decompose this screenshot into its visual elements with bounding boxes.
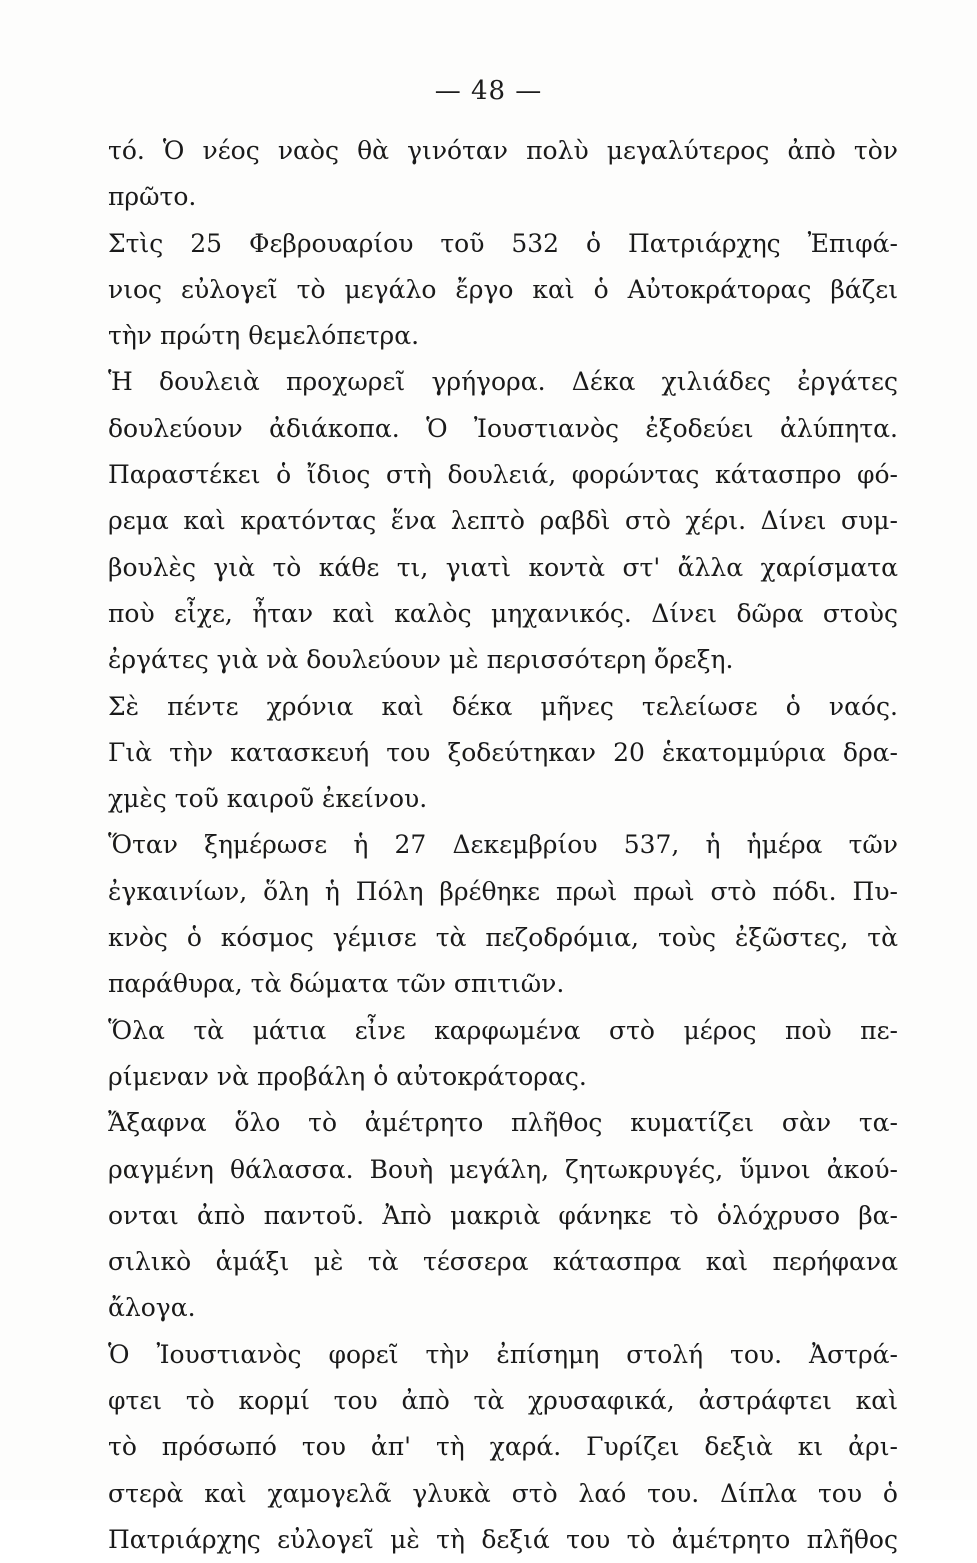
- text-line: βουλὲς γιὰ τὸ κάθε τι, γιατὶ κοντὰ στ' ἄλλα χαρίσματα: [108, 552, 898, 582]
- text-line: ἄλογα.: [108, 1293, 196, 1323]
- text-line: Σὲ πέντε χρόνια καὶ δέκα μῆνες τελείωσε ὁ ναός.: [108, 691, 898, 721]
- text-line: ρεμα καὶ κρατόντας ἕνα λεπτὸ ραβδὶ στὸ χέρι. Δίνει συμ-: [108, 506, 898, 536]
- text-line: Πατριάρχης εὐλογεῖ μὲ τὴ δεξιά του τὸ ἀμέτρητο πλῆθος: [108, 1524, 898, 1554]
- text-line: Ὁ Ἰουστιανὸς φορεῖ τὴν ἐπίσημη στολή του. Ἀστρά-: [108, 1339, 898, 1369]
- text-line: Παραστέκει ὁ ἴδιος στὴ δουλειά, φορώντας κάτασπρο φό-: [108, 460, 898, 490]
- text-line: ραγμένη θάλασσα. Βουὴ μεγάλη, ζητωκρυγές, ὕμνοι ἀκού-: [108, 1154, 898, 1184]
- text-line: Ὅλα τὰ μάτια εἶνε καρφωμένα στὸ μέρος ποὺ πε-: [108, 1015, 898, 1045]
- text-line: σιλικὸ ἁμάξι μὲ τὰ τέσσερα κάτασπρα καὶ περήφανα: [108, 1247, 898, 1277]
- text-line: πρῶτο.: [108, 182, 197, 212]
- text-line: Ἡ δουλειὰ προχωρεῖ γρήγορα. Δέκα χιλιάδες ἐργάτες: [108, 367, 898, 397]
- text-line: Ἄξαφνα ὅλο τὸ ἀμέτρητο πλῆθος κυματίζει σὰν τα-: [108, 1108, 898, 1138]
- text-line: Γιὰ τὴν κατασκευή του ξοδεύτηκαν 20 ἑκατομμύρια δρα-: [108, 737, 898, 767]
- text-line: ρίμεναν νὰ προβάλη ὁ αὐτοκράτορας.: [108, 1061, 587, 1091]
- text-line: νιος εὐλογεῖ τὸ μεγάλο ἔργο καὶ ὁ Αὐτοκράτορας βάζει: [108, 274, 898, 304]
- text-line: κνὸς ὁ κόσμος γέμισε τὰ πεζοδρόμια, τοὺς ἐξῶστες, τὰ: [108, 923, 898, 953]
- text-line: χμὲς τοῦ καιροῦ ἐκείνου.: [108, 784, 428, 814]
- text-line: ἐγκαινίων, ὅλη ἡ Πόλη βρέθηκε πρωὶ πρωὶ στὸ πόδι. Πυ-: [108, 876, 898, 906]
- text-line: τό. Ὁ νέος ναὸς θὰ γινόταν πολὺ μεγαλύτερος ἀπὸ τὸν: [108, 136, 898, 165]
- text-line: ονται ἀπὸ παντοῦ. Ἀπὸ μακριὰ φάνηκε τὸ ὁλόχρυσο βα-: [108, 1200, 898, 1230]
- page-number: — 48 —: [434, 76, 543, 106]
- text-line: δουλεύουν ἀδιάκοπα. Ὁ Ἰουστιανὸς ἐξοδεύει ἀλύπητα.: [108, 413, 898, 443]
- text-line: φτει τὸ κορμί του ἀπὸ τὰ χρυσαφικά, ἀστράφτει καὶ: [108, 1386, 898, 1416]
- text-line: ποὺ εἶχε, ἦταν καὶ καλὸς μηχανικός. Δίνει δῶρα στοὺς: [108, 598, 898, 628]
- text-line: τὸ πρόσωπό του ἀπ' τὴ χαρά. Γυρίζει δεξιὰ κι ἀρι-: [108, 1432, 898, 1462]
- text-line: ἐργάτες γιὰ νὰ δουλεύουν μὲ περισσότερη ὄρεξη.: [108, 645, 734, 675]
- text-line: τὴν πρώτη θεμελόπετρα.: [108, 321, 420, 351]
- text-line: Στὶς 25 Φεβρουαρίου τοῦ 532 ὁ Πατριάρχης Ἐπιφά-: [108, 228, 898, 258]
- text-line: Ὅταν ξημέρωσε ἡ 27 Δεκεμβρίου 537, ἡ ἡμέρα τῶν: [108, 830, 898, 860]
- text-line: στερὰ καὶ χαμογελᾶ γλυκὰ στὸ λαό του. Δίπλα του ὁ: [108, 1478, 898, 1508]
- text-line: παράθυρα, τὰ δώματα τῶν σπιτιῶν.: [108, 969, 565, 999]
- body-text: [108, 128, 898, 1563]
